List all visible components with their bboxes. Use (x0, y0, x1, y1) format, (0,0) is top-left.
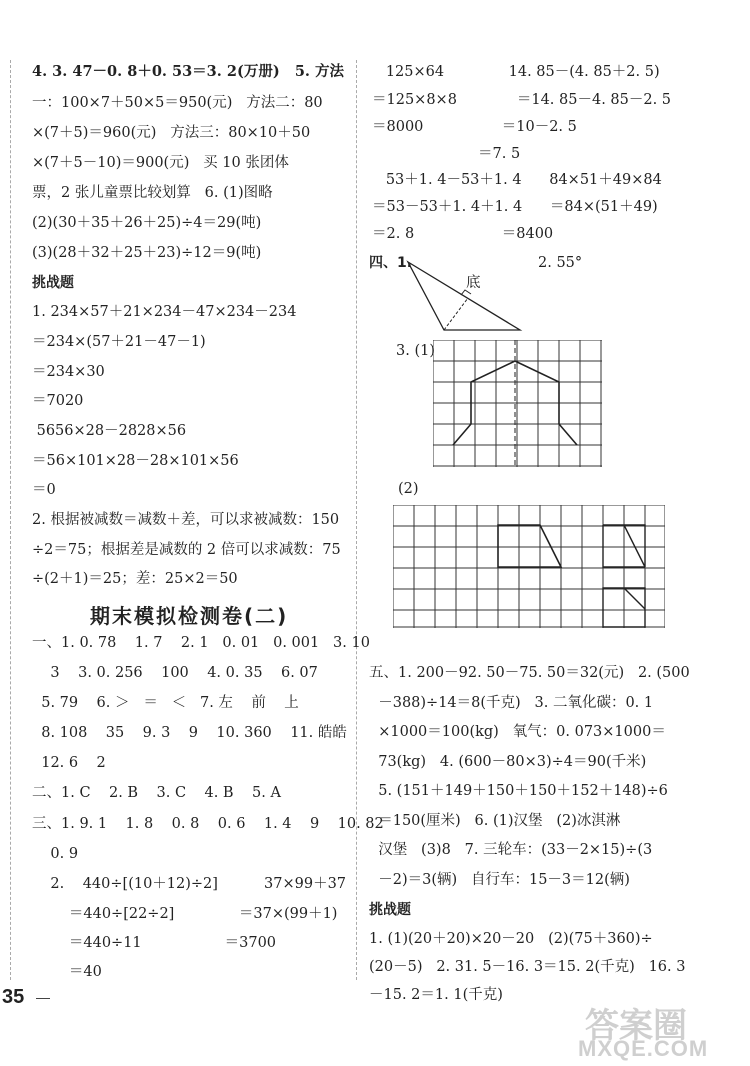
exam-title: 期末模拟检测卷(二) (90, 604, 289, 628)
right-calc-line-4: ＝7. 5 (372, 146, 521, 162)
exam-line-11: ＝440÷11 ＝3700 (32, 935, 277, 951)
watermark-url: MXQE.COM (578, 1036, 709, 1061)
watermark-logo: 答案圈 (585, 1007, 687, 1045)
right-challenge-line-2: (20－5) 2. 31. 5－16. 3＝15. 2(千克) 16. 3 (369, 959, 686, 975)
exam-line-4: 8. 108 35 9. 3 9 10. 360 11. 皓皓 (32, 725, 347, 741)
left-line-1: 4. 3. 47－0. 8＋0. 53＝3. 2(万册) 5. 方法 (32, 63, 345, 80)
left-challenge-line-9: ÷2＝75；根据差是减数的 2 倍可以求减数：75 (32, 542, 341, 558)
column-divider (356, 60, 357, 980)
sec5-line-3: ×1000＝100(kg) 氧气：0. 073×1000＝ (369, 724, 666, 740)
exam-line-6: 二、1. C 2. B 3. C 4. B 5. A (32, 785, 281, 801)
triangle-base-label: 底 (466, 275, 481, 291)
left-line-7: (3)(28＋32＋25＋23)÷12＝9(吨) (32, 245, 262, 261)
sec5-line-5: 5. (151＋149＋150＋150＋152＋148)÷6 (369, 783, 668, 799)
exam-line-9: 2. 440÷[(10＋12)÷2] 37×99＋37 (32, 876, 347, 892)
left-challenge-line-4: ＝7020 (32, 393, 84, 409)
exam-line-5: 12. 6 2 (32, 755, 106, 771)
right-challenge-heading: 挑战题 (369, 902, 411, 918)
left-challenge-line-6: ＝56×101×28－28×101×56 (32, 453, 239, 469)
left-line-5: 票，2 张儿童票比较划算 6. (1)图略 (32, 185, 273, 201)
right-challenge-line-1: 1. (1)(20＋20)×20－20 (2)(75＋360)÷ (369, 931, 653, 947)
exam-line-7: 三、1. 9. 1 1. 8 0. 8 0. 6 1. 4 9 10. 82 (32, 816, 384, 832)
sec5-line-8: －2)＝3(辆) 自行车：15－3＝12(辆) (369, 872, 630, 888)
exam-line-8: 0. 9 (32, 846, 79, 862)
left-challenge-line-5: 5656×28－2828×56 (32, 423, 187, 439)
section-4-label: 四、1. (369, 255, 413, 271)
page-number-dash (36, 998, 50, 999)
sec5-line-7: 汉堡 (3)8 7. 三轮车：(33－2×15)÷(3 (369, 842, 653, 858)
left-challenge-line-1: 1. 234×57＋21×234－47×234－234 (32, 304, 297, 320)
right-calc-line-2: ＝125×8×8 ＝14. 85－4. 85－2. 5 (372, 92, 672, 108)
sec5-line-4: 73(kg) 4. (600－80×3)÷4＝90(千米) (369, 754, 647, 770)
q3-label: 3. (1) (396, 343, 435, 359)
grid-figure-2 (393, 505, 665, 629)
left-challenge-line-10: ÷(2＋1)＝25；差：25×2＝50 (32, 571, 238, 587)
right-calc-line-6: ＝53－53＋1. 4＋1. 4 ＝84×(51＋49) (372, 199, 658, 215)
q2-answer: 2. 55° (538, 255, 583, 271)
right-calc-line-3: ＝8000 ＝10－2. 5 (372, 119, 577, 135)
sec5-line-1: 五、1. 200－92. 50－75. 50＝32(元) 2. (500 (369, 665, 690, 681)
sec5-line-2: －388)÷14＝8(千克) 3. 二氧化碳：0. 1 (369, 695, 654, 711)
left-line-6: (2)(30＋35＋26＋25)÷4＝29(吨) (32, 215, 262, 231)
right-calc-line-7: ＝2. 8 ＝8400 (372, 226, 554, 242)
right-challenge-line-3: －15. 2＝1. 1(千克) (369, 987, 503, 1003)
exam-line-1: 一、1. 0. 78 1. 7 2. 1 0. 01 0. 001 3. 10 (32, 635, 370, 651)
exam-line-10: ＝440÷[22÷2] ＝37×(99＋1) (32, 906, 338, 922)
triangle-figure (404, 258, 524, 338)
page-number: 35 (2, 986, 25, 1008)
exam-line-2: 3 3. 0. 256 100 4. 0. 35 6. 07 (32, 665, 318, 681)
exam-line-3: 5. 79 6. ＞ ＝ ＜ 7. 左 前 上 (32, 695, 299, 711)
right-calc-line-1: 125×64 14. 85－(4. 85＋2. 5) (372, 64, 660, 80)
right-calc-line-5: 53＋1. 4－53＋1. 4 84×51＋49×84 (372, 172, 662, 188)
left-line-2: 一：100×7＋50×5＝950(元) 方法二：80 (32, 95, 323, 111)
left-challenge-line-7: ＝0 (32, 482, 56, 498)
left-margin-rule (10, 60, 11, 980)
q3-sub2-label: (2) (398, 481, 419, 497)
grid-figure-1 (433, 340, 603, 468)
left-challenge-line-8: 2. 根据被减数＝减数＋差，可以求被减数：150 (32, 512, 340, 528)
sec5-line-6: ＝150(厘米) 6. (1)汉堡 (2)冰淇淋 (369, 813, 621, 829)
left-challenge-line-3: ＝234×30 (32, 364, 105, 380)
left-line-4: ×(7＋5－10)＝900(元) 买 10 张团体 (32, 155, 289, 171)
left-challenge-line-2: ＝234×(57＋21－47－1) (32, 334, 206, 350)
left-line-3: ×(7＋5)＝960(元) 方法三：80×10＋50 (32, 125, 311, 141)
left-challenge-heading: 挑战题 (32, 275, 74, 291)
exam-line-12: ＝40 (32, 964, 102, 980)
